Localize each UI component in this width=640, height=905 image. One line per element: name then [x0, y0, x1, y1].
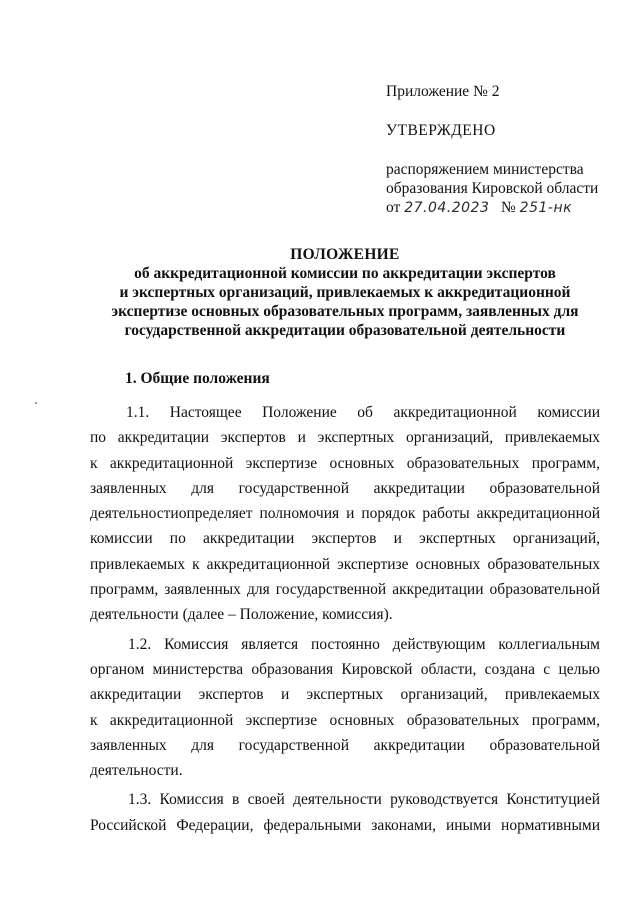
- order-date-number: [386, 198, 626, 218]
- paragraph-line: 1.3. Комиссия в своей деятельности руководствуется Конституцией: [128, 791, 600, 809]
- paragraph-line: по аккредитации экспертов и экспертных организаций, привлекаемых: [90, 429, 600, 447]
- paragraph-line: деятельности (далее – Положение, комиссия).: [90, 606, 393, 624]
- approved-stamp-text: УТВЕРЖДЕНО: [386, 122, 496, 139]
- from-label: от: [386, 199, 401, 216]
- appendix-label: Приложение № 2: [386, 83, 500, 100]
- handwritten-number: 251-нк: [519, 200, 573, 216]
- title-line: государственной аккредитации образовательной деятельности: [124, 322, 566, 339]
- document-title: [90, 245, 600, 340]
- section-heading: 1. Общие положения: [125, 370, 270, 387]
- title-line: и экспертных организаций, привлекаемых к аккредитационной: [119, 284, 571, 301]
- title-heading: ПОЛОЖЕНИЕ: [290, 246, 400, 263]
- order-line-2: образования Кировской области: [386, 180, 599, 197]
- paragraph-line: 1.2. Комиссия является постоянно действующим коллегиальным: [128, 635, 600, 653]
- order-line-1: распоряжением министерства: [386, 161, 584, 178]
- title-line: об аккредитационной комиссии по аккредитации экспертов: [134, 265, 556, 282]
- body-text: [90, 400, 600, 838]
- title-line: экспертизе основных образовательных программ, заявленных для: [111, 303, 579, 320]
- paragraph-line: аккредитации экспертов и экспертных организаций, привлекаемых: [90, 686, 600, 704]
- handwritten-date: 27.04.2023: [404, 200, 490, 216]
- number-label: №: [501, 199, 516, 216]
- paragraph-line: привлекаемых к аккредитационной экспертизе основных образовательных: [90, 555, 600, 573]
- paragraph-line: деятельности.: [90, 762, 183, 780]
- paragraph-line: комиссии по аккредитации экспертов и экспертных организаций,: [90, 530, 600, 548]
- paragraph-line: 1.1. Настоящее Положение об аккредитационной комиссии: [126, 404, 600, 421]
- approval-block: [386, 82, 626, 218]
- paragraph-line: органом министерства образования Кировской области, создана с целью: [90, 660, 600, 678]
- paragraph-line: программ, заявленных для государственной аккредитации образовательной: [90, 581, 600, 599]
- paragraph-line: к аккредитационной экспертизе основных образовательных программ,: [90, 454, 600, 472]
- scan-speck: [35, 402, 37, 404]
- paragraph-line: к аккредитационной экспертизе основных образовательных программ,: [90, 711, 600, 729]
- paragraph-line: деятельностиопределяет полномочия и порядок работы аккредитационной: [90, 505, 600, 523]
- paragraph-line: заявленных для государственной аккредитации образовательной: [90, 479, 600, 497]
- paragraph-line: Российской Федерации, федеральными законами, иными нормативными: [90, 816, 600, 834]
- paragraph-line: заявленных для государственной аккредитации образовательной: [90, 736, 600, 754]
